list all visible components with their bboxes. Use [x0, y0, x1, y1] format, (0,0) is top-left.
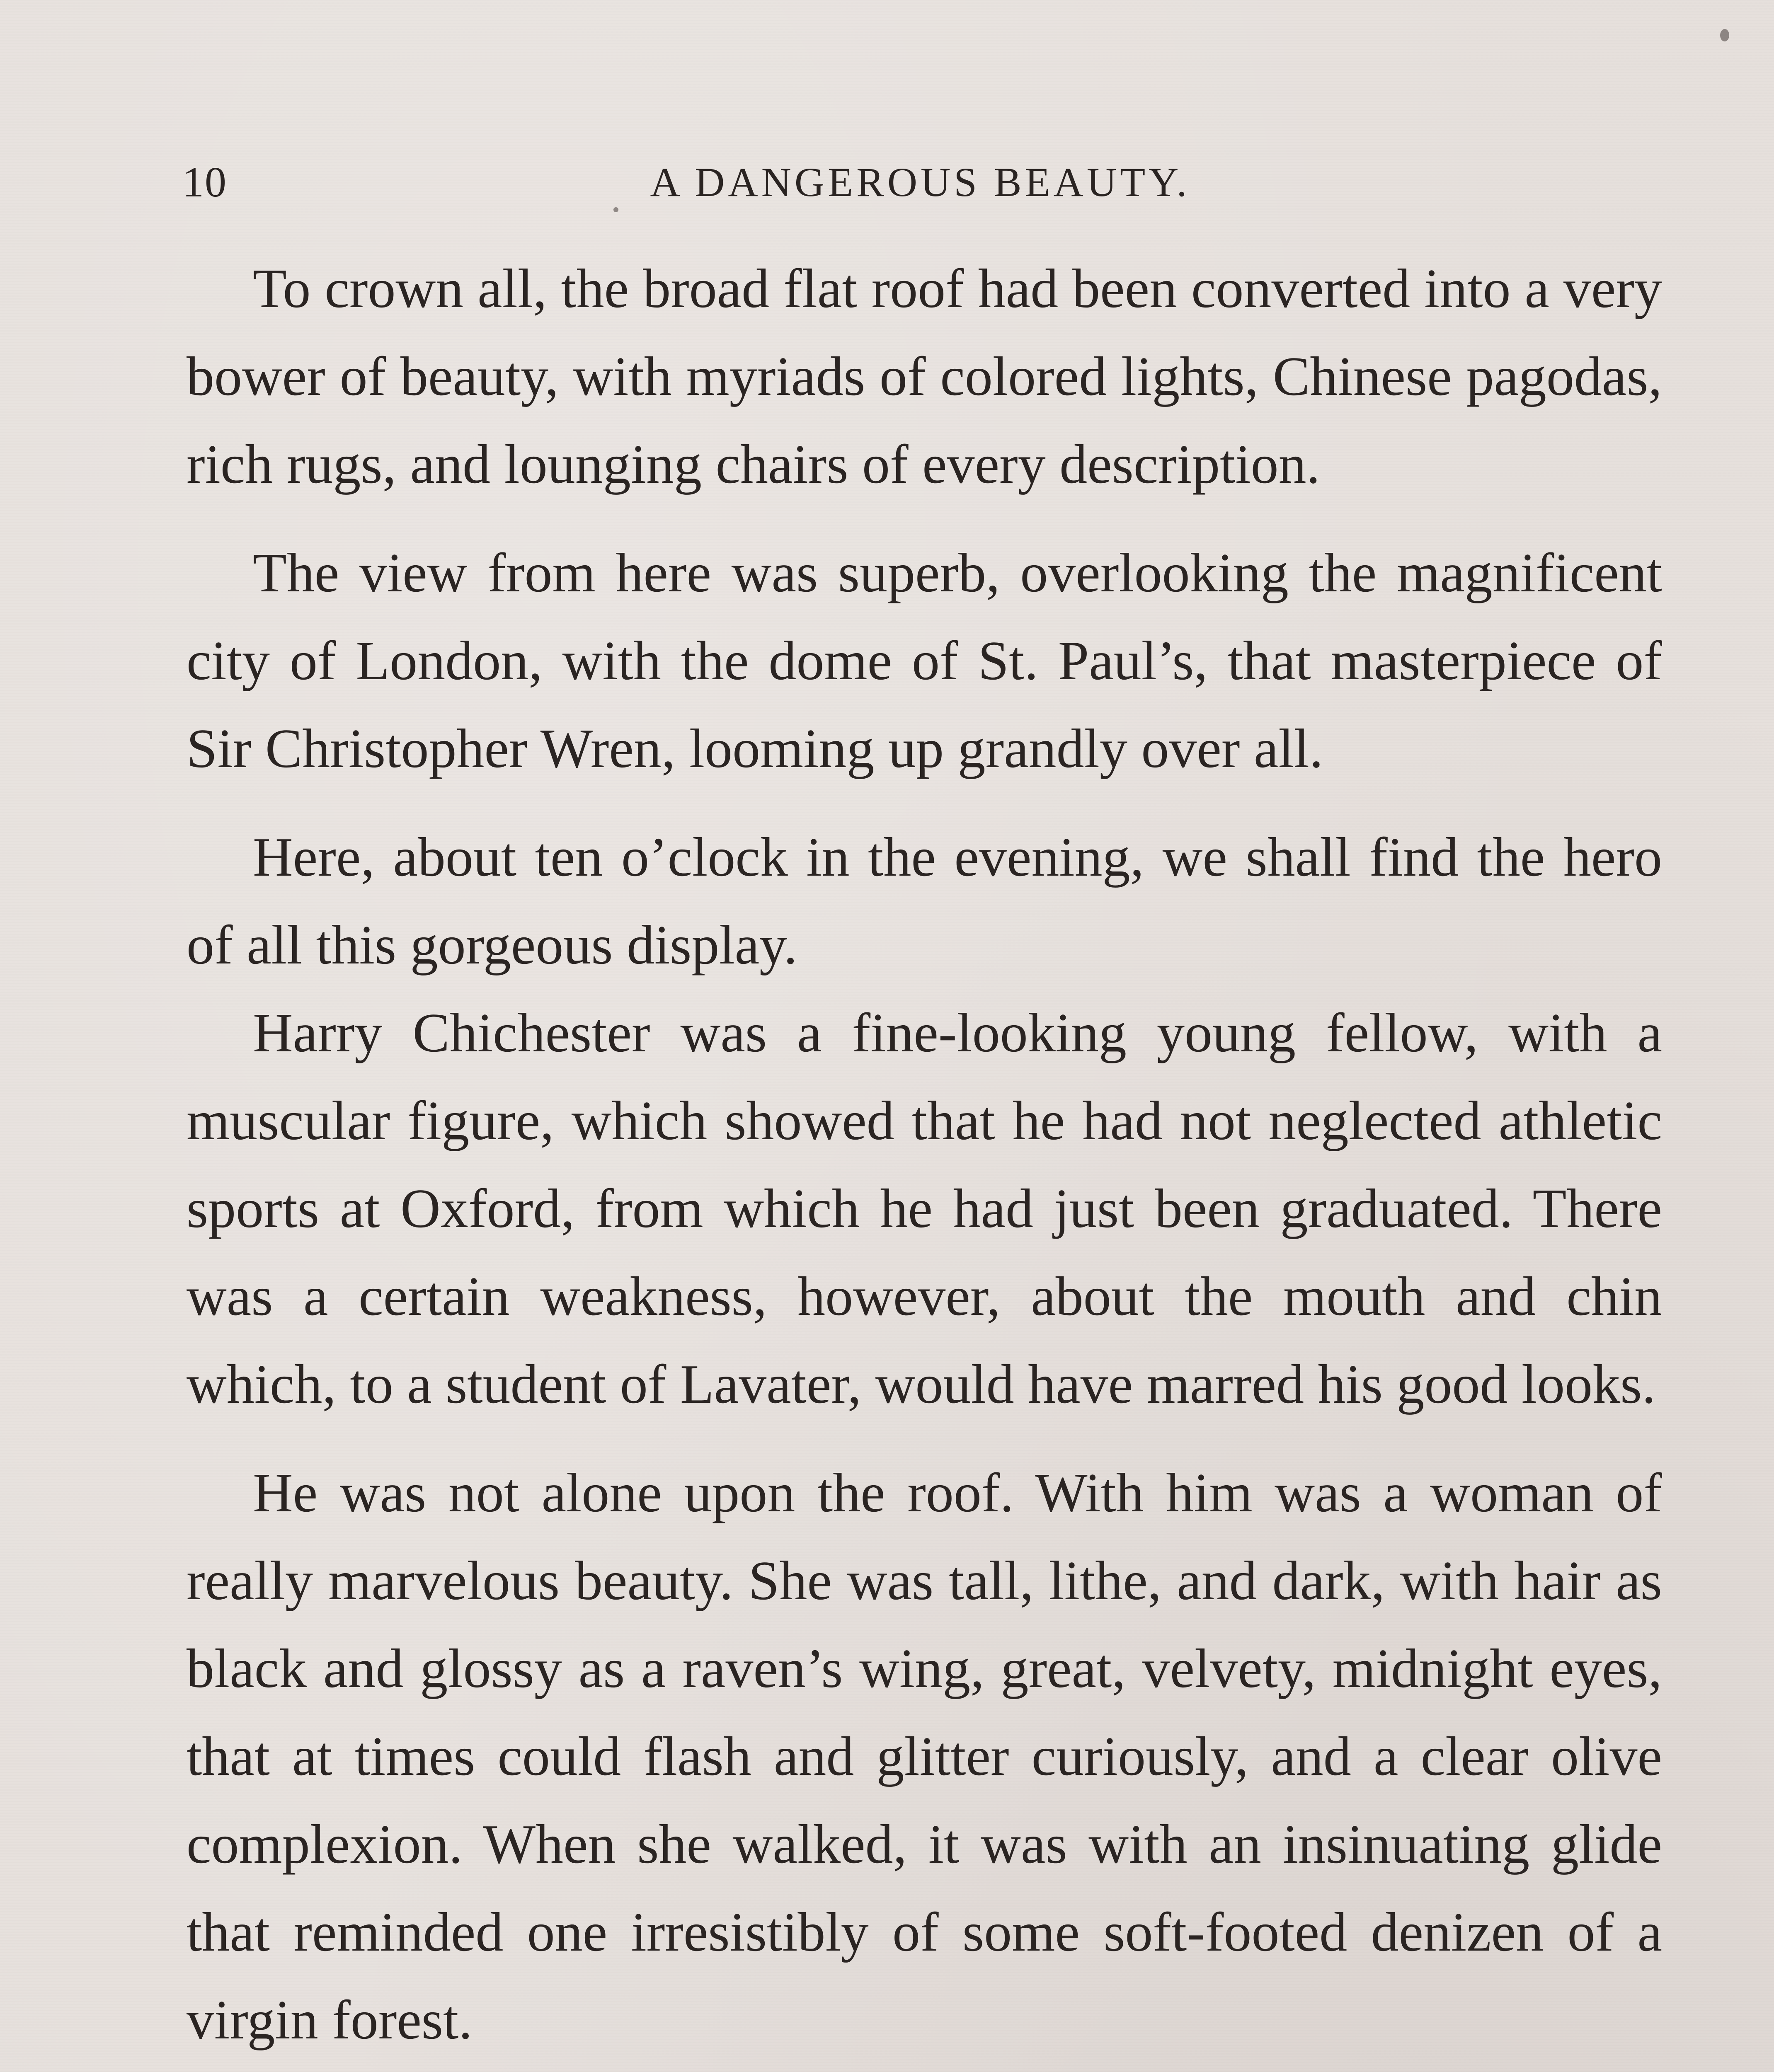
paper-speck	[1720, 29, 1729, 41]
paragraph: Here, about ten o’clock in the evening, we shall find the hero of all this gorgeous display.	[187, 826, 1662, 975]
body-text	[187, 244, 1662, 2072]
paragraph: He was not alone upon the roof. With him was a woman of really marvelous beauty. She was tall, lithe, and dark, with hair as black and glossy as a raven’s wing, great, velvety, midnight eyes, that at times could flash and glitter curiously, and a clear olive complexion. When she walked, it was with an insinuating glide that reminded one irresistibly of some soft-footed denizen of a virgin forest.	[187, 1462, 1662, 2050]
paragraph	[187, 2064, 1662, 2072]
paragraph: To crown all, the broad flat roof had been converted into a very bower of beauty, with myriads of colored lights, Chinese pagodas, rich rugs, and lounging chairs of every description.	[187, 258, 1662, 495]
page-number: 10	[182, 158, 227, 206]
paragraph: Harry Chichester was a fine-looking young fellow, with a muscular figure, which showed that he had not neglected athletic sports at Oxford, from which he had just been graduated. There was a certain weakness, however, about the mouth and chin which, to a student of Lavater, would have marred his good looks.	[187, 1002, 1662, 1415]
paper-speck	[613, 207, 618, 212]
paragraph: The view from here was superb, overlooking the magnificent city of London, with the dome of St. Paul’s, that masterpiece of Sir Christopher Wren, looming up grandly over all.	[187, 542, 1662, 779]
book-title: A DANGEROUS BEAUTY.	[650, 159, 1190, 205]
running-head	[182, 149, 1658, 215]
